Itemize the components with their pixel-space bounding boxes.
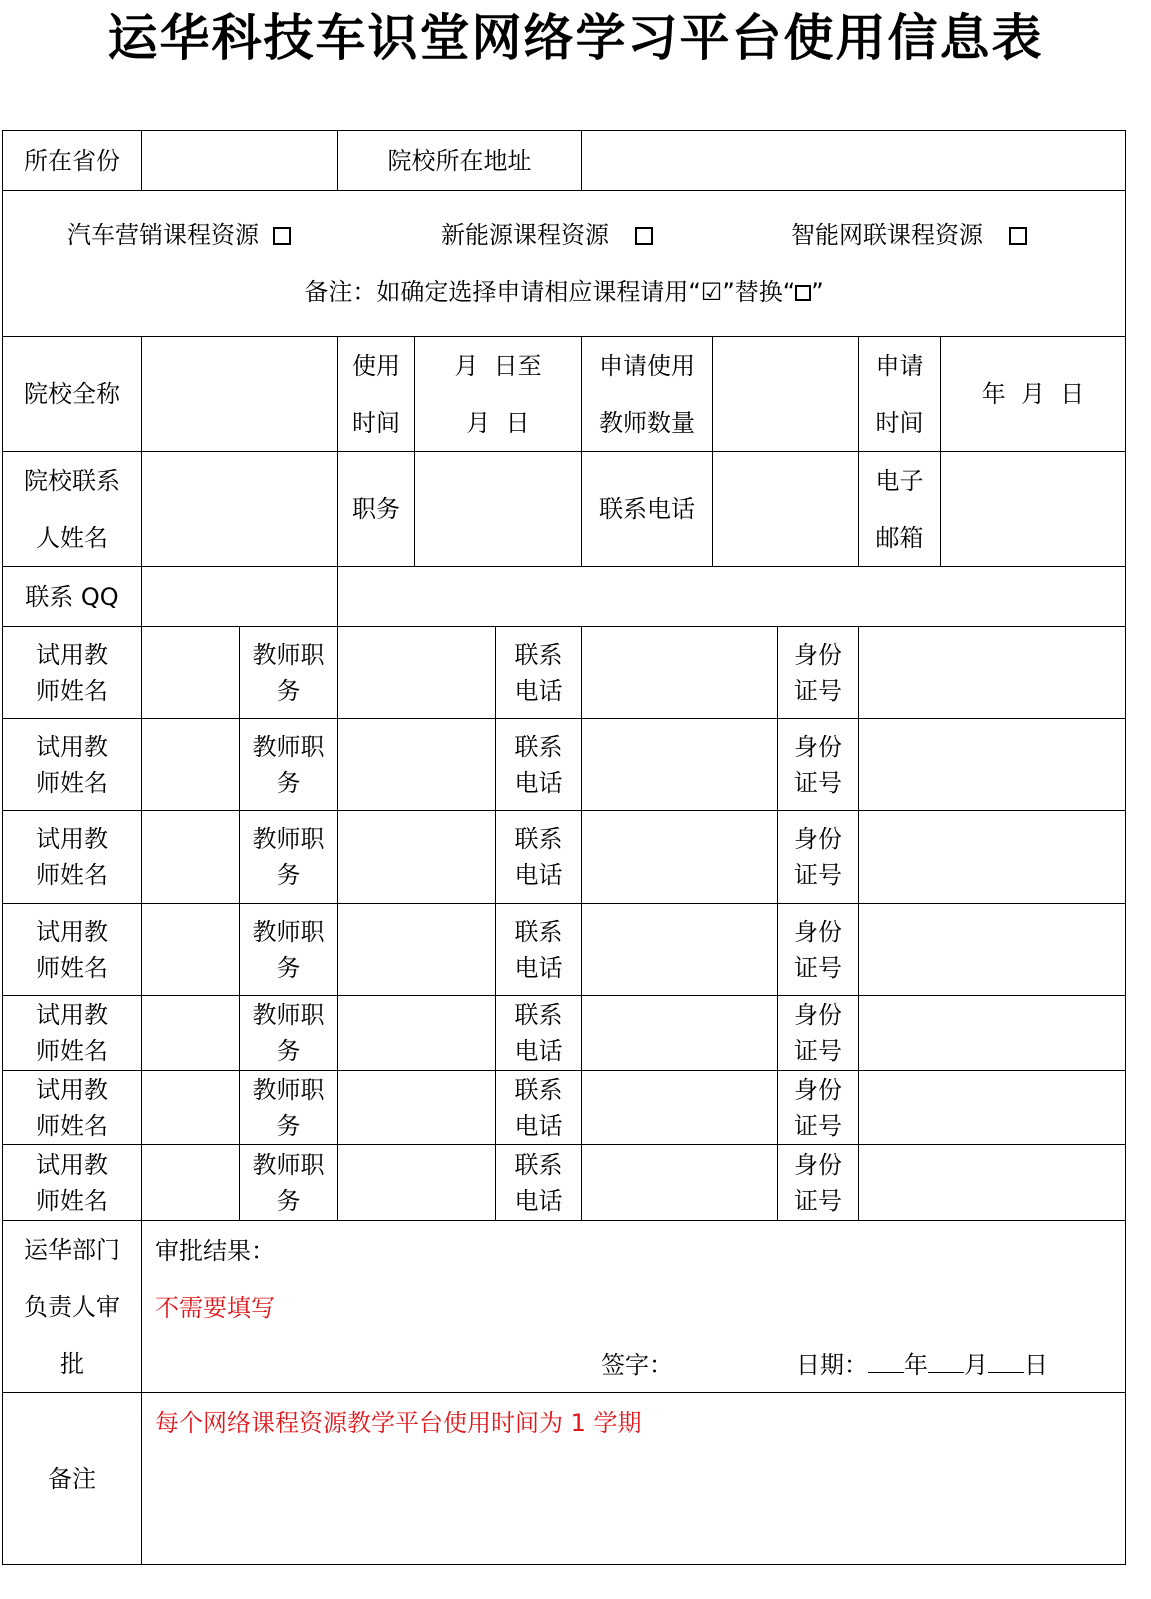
- approval-label-line2: 负责人审: [24, 1292, 120, 1321]
- checked-box-icon: ☑: [700, 278, 723, 306]
- trial-name-label-line2: 师姓名: [36, 1186, 108, 1215]
- school-name-label-cell: [2, 336, 141, 451]
- contact-name-label-cell: [2, 451, 141, 566]
- trial-position-label-cell: [239, 718, 337, 810]
- trial-name-input-cell[interactable]: [141, 810, 239, 903]
- contact-phone-label: 联系电话: [599, 495, 695, 523]
- trial-name-input-cell[interactable]: [141, 718, 239, 810]
- empty-box-icon: [795, 285, 811, 301]
- contact-name-label-line1: 院校联系: [24, 466, 120, 495]
- trial-position-label-line1: 教师职: [252, 825, 325, 853]
- use-time-label-cell: [337, 336, 414, 451]
- apply-time-label-line2: 时间: [875, 408, 924, 437]
- trial-phone-label-line1: 联系: [514, 1075, 563, 1104]
- trial-phone-label-cell: [495, 810, 581, 903]
- trial-phone-input-cell[interactable]: [581, 995, 777, 1070]
- month-label: 月: [964, 1351, 988, 1379]
- trial-id-input-cell[interactable]: [858, 903, 1126, 995]
- trial-id-input-cell[interactable]: [858, 718, 1126, 810]
- trial-id-label-line2: 证号: [794, 861, 842, 889]
- contact-email-label-cell: [858, 451, 940, 566]
- course-label-new-energy: 新能源课程资源: [441, 221, 609, 249]
- note-suffix: ”: [811, 278, 824, 306]
- trial-name-label-cell: [2, 810, 141, 903]
- trial-phone-label-line2: 电话: [514, 1186, 563, 1215]
- use-time-value-line1: 月 日至: [454, 351, 542, 380]
- trial-position-label-cell: [239, 903, 337, 995]
- date-label: 日期：: [796, 1351, 868, 1379]
- trial-position-label-line1: 教师职: [252, 1001, 325, 1029]
- trial-name-label-cell: [2, 903, 141, 995]
- trial-phone-label-line2: 电话: [514, 953, 563, 982]
- trial-position-label-line1: 教师职: [252, 732, 325, 761]
- trial-id-label-cell: [777, 810, 858, 903]
- checkbox-intelligent-connected[interactable]: [1009, 227, 1027, 245]
- trial-name-label-line1: 试用教: [36, 732, 108, 761]
- trial-phone-label-cell: [495, 1144, 581, 1220]
- contact-email-label-line1: 电子: [875, 466, 924, 495]
- use-time-value-cell[interactable]: [414, 336, 581, 451]
- remarks-content-cell: [141, 1392, 1126, 1565]
- remarks-label: 备注: [48, 1464, 96, 1493]
- trial-id-label-line2: 证号: [794, 676, 842, 705]
- trial-name-label-line1: 试用教: [36, 917, 108, 946]
- contact-name-input-cell[interactable]: [141, 451, 337, 566]
- use-time-label-line1: 使用: [352, 351, 400, 380]
- trial-name-label-line1: 试用教: [36, 825, 108, 853]
- trial-id-label-line2: 证号: [794, 1111, 842, 1140]
- trial-id-label-cell: [777, 1144, 858, 1220]
- contact-phone-input-cell[interactable]: [712, 451, 858, 566]
- trial-position-label-cell: [239, 1070, 337, 1144]
- trial-position-label-line2: 务: [276, 768, 301, 797]
- course-label-auto-marketing: 汽车营销课程资源: [67, 221, 259, 249]
- trial-name-label-cell: [2, 718, 141, 810]
- trial-phone-input-cell[interactable]: [581, 1144, 777, 1220]
- trial-id-label-line1: 身份: [794, 1001, 842, 1029]
- day-blank[interactable]: [988, 1348, 1024, 1373]
- course-option-intelligent-connected[interactable]: [791, 217, 1027, 253]
- school-name-label: 院校全称: [24, 380, 120, 408]
- course-selection-note: [3, 274, 1125, 310]
- month-blank[interactable]: [928, 1348, 964, 1373]
- course-selection-cell: [2, 190, 1126, 336]
- qq-empty-cell: [337, 566, 1126, 626]
- trial-name-label-line2: 师姓名: [36, 1111, 108, 1140]
- contact-name-label-line2: 人姓名: [36, 523, 108, 552]
- province-label-cell: [2, 130, 141, 190]
- trial-position-label-line1: 教师职: [252, 1150, 325, 1179]
- trial-name-label-cell: [2, 1070, 141, 1144]
- address-input-cell[interactable]: [581, 130, 1126, 190]
- trial-id-label-cell: [777, 626, 858, 718]
- trial-id-label-line1: 身份: [794, 917, 842, 946]
- trial-position-input-cell[interactable]: [337, 626, 495, 718]
- trial-name-input-cell[interactable]: [141, 903, 239, 995]
- trial-id-label-cell: [777, 995, 858, 1070]
- trial-phone-label-line2: 电话: [514, 1037, 563, 1065]
- trial-id-label-cell: [777, 903, 858, 995]
- trial-name-label-line2: 师姓名: [36, 768, 108, 797]
- trial-name-input-cell[interactable]: [141, 1144, 239, 1220]
- trial-name-label-line2: 师姓名: [36, 676, 108, 705]
- trial-position-label-line2: 务: [276, 676, 301, 705]
- trial-position-label-cell: [239, 626, 337, 718]
- trial-phone-input-cell[interactable]: [581, 718, 777, 810]
- contact-phone-label-cell: [581, 451, 712, 566]
- year-label: 年: [904, 1351, 928, 1379]
- school-name-input-cell[interactable]: [141, 336, 337, 451]
- trial-position-label-line2: 务: [276, 1037, 301, 1065]
- approval-label-cell: [2, 1220, 141, 1392]
- day-label: 日: [1024, 1351, 1048, 1379]
- trial-phone-label-line2: 电话: [514, 768, 563, 797]
- teacher-count-input-cell[interactable]: [712, 336, 858, 451]
- trial-name-label-line1: 试用教: [36, 1150, 108, 1179]
- trial-position-label-line1: 教师职: [252, 1075, 325, 1104]
- trial-phone-label-line2: 电话: [514, 1111, 563, 1140]
- trial-id-label-line1: 身份: [794, 825, 842, 853]
- qq-input-cell[interactable]: [141, 566, 337, 626]
- course-label-intelligent-connected: 智能网联课程资源: [791, 221, 983, 249]
- trial-name-input-cell[interactable]: [141, 1070, 239, 1144]
- trial-id-input-cell[interactable]: [858, 995, 1126, 1070]
- trial-position-label-line2: 务: [276, 861, 301, 889]
- trial-id-input-cell[interactable]: [858, 1070, 1126, 1144]
- trial-phone-label-line1: 联系: [514, 917, 563, 946]
- remarks-text: 每个网络课程资源教学平台使用时间为 1 学期: [155, 1409, 642, 1437]
- trial-phone-label-line2: 电话: [514, 861, 563, 889]
- year-blank[interactable]: [868, 1348, 904, 1373]
- trial-position-label-line2: 务: [276, 1186, 301, 1215]
- trial-name-label-line2: 师姓名: [36, 861, 108, 889]
- note-middle: ”替换“: [722, 278, 796, 306]
- signature-label: 签字：: [601, 1351, 673, 1379]
- approval-label-line3: 批: [60, 1349, 84, 1378]
- trial-phone-input-cell[interactable]: [581, 810, 777, 903]
- teacher-count-label-line2: 教师数量: [599, 408, 695, 437]
- use-time-value-line2: 月 日: [466, 408, 530, 437]
- trial-phone-label-line2: 电话: [514, 676, 563, 705]
- trial-position-input-cell[interactable]: [337, 1070, 495, 1144]
- trial-id-label-line1: 身份: [794, 732, 842, 761]
- remarks-label-cell: [2, 1392, 141, 1565]
- trial-position-input-cell[interactable]: [337, 718, 495, 810]
- trial-id-label-line1: 身份: [794, 1075, 842, 1104]
- contact-email-label-line2: 邮箱: [875, 523, 924, 552]
- use-time-label-line2: 时间: [352, 408, 400, 437]
- trial-position-input-cell[interactable]: [337, 810, 495, 903]
- province-input-cell[interactable]: [141, 130, 337, 190]
- trial-position-label-line1: 教师职: [252, 640, 325, 669]
- trial-id-label-line2: 证号: [794, 953, 842, 982]
- trial-position-label-line2: 务: [276, 1111, 301, 1140]
- trial-name-label-cell: [2, 1144, 141, 1220]
- trial-phone-label-cell: [495, 626, 581, 718]
- note-prefix: 备注：如确定选择申请相应课程请用“: [304, 278, 701, 306]
- trial-name-label-cell: [2, 995, 141, 1070]
- trial-position-label-line2: 务: [276, 953, 301, 982]
- trial-id-input-cell[interactable]: [858, 626, 1126, 718]
- trial-phone-input-cell[interactable]: [581, 903, 777, 995]
- trial-id-label-line2: 证号: [794, 1186, 842, 1215]
- teacher-count-label-cell: [581, 336, 712, 451]
- trial-name-label-line1: 试用教: [36, 640, 108, 669]
- address-label-cell: [337, 130, 581, 190]
- trial-position-input-cell[interactable]: [337, 903, 495, 995]
- course-option-auto-marketing[interactable]: [67, 217, 291, 253]
- approval-date[interactable]: [796, 1347, 1048, 1383]
- course-option-new-energy[interactable]: [441, 217, 653, 253]
- approval-content-cell: [141, 1220, 1126, 1392]
- trial-position-label-line1: 教师职: [252, 917, 325, 946]
- trial-phone-label-line1: 联系: [514, 825, 563, 853]
- contact-position-input-cell[interactable]: [414, 451, 581, 566]
- trial-position-label-cell: [239, 810, 337, 903]
- trial-phone-label-line1: 联系: [514, 732, 563, 761]
- trial-phone-label-line1: 联系: [514, 1150, 563, 1179]
- trial-phone-label-line1: 联系: [514, 640, 563, 669]
- address-label: 院校所在地址: [387, 146, 532, 175]
- trial-id-label-line1: 身份: [794, 640, 842, 669]
- checkbox-new-energy[interactable]: [635, 227, 653, 245]
- qq-label-cell: [2, 566, 141, 626]
- trial-name-label-cell: [2, 626, 141, 718]
- apply-time-label-line1: 申请: [875, 351, 924, 380]
- approval-result-note: 不需要填写: [155, 1294, 275, 1322]
- trial-phone-input-cell[interactable]: [581, 1070, 777, 1144]
- trial-name-input-cell[interactable]: [141, 995, 239, 1070]
- teacher-count-label-line1: 申请使用: [599, 351, 695, 380]
- contact-position-label: 职务: [352, 495, 400, 523]
- trial-phone-label-line1: 联系: [514, 1001, 563, 1029]
- trial-name-label-line2: 师姓名: [36, 1037, 108, 1065]
- approval-label-line1: 运华部门: [24, 1235, 120, 1264]
- apply-time-value-cell[interactable]: [940, 336, 1126, 451]
- trial-id-label-cell: [777, 1070, 858, 1144]
- trial-phone-label-cell: [495, 903, 581, 995]
- checkbox-auto-marketing[interactable]: [273, 227, 291, 245]
- trial-id-label-line2: 证号: [794, 768, 842, 797]
- qq-label: 联系 QQ: [25, 582, 119, 611]
- contact-position-label-cell: [337, 451, 414, 566]
- trial-id-label-line2: 证号: [794, 1037, 842, 1065]
- trial-phone-label-cell: [495, 718, 581, 810]
- trial-phone-input-cell[interactable]: [581, 626, 777, 718]
- apply-time-label-cell: [858, 336, 940, 451]
- trial-id-input-cell[interactable]: [858, 810, 1126, 903]
- contact-email-input-cell[interactable]: [940, 451, 1126, 566]
- approval-result-label: 审批结果：: [155, 1237, 275, 1265]
- trial-id-label-cell: [777, 718, 858, 810]
- apply-time-value: 年 月 日: [981, 380, 1085, 408]
- province-label: 所在省份: [24, 146, 120, 175]
- trial-name-label-line1: 试用教: [36, 1001, 108, 1029]
- trial-position-label-cell: [239, 1144, 337, 1220]
- trial-name-input-cell[interactable]: [141, 626, 239, 718]
- trial-position-input-cell[interactable]: [337, 995, 495, 1070]
- trial-name-label-line1: 试用教: [36, 1075, 108, 1104]
- trial-phone-label-cell: [495, 995, 581, 1070]
- trial-position-label-cell: [239, 995, 337, 1070]
- trial-position-input-cell[interactable]: [337, 1144, 495, 1220]
- course-options: [3, 191, 1125, 336]
- trial-id-input-cell[interactable]: [858, 1144, 1126, 1220]
- trial-name-label-line2: 师姓名: [36, 953, 108, 982]
- trial-phone-label-cell: [495, 1070, 581, 1144]
- trial-id-label-line1: 身份: [794, 1150, 842, 1179]
- form-title: 运华科技车识堂网络学习平台使用信息表: [107, 9, 1044, 67]
